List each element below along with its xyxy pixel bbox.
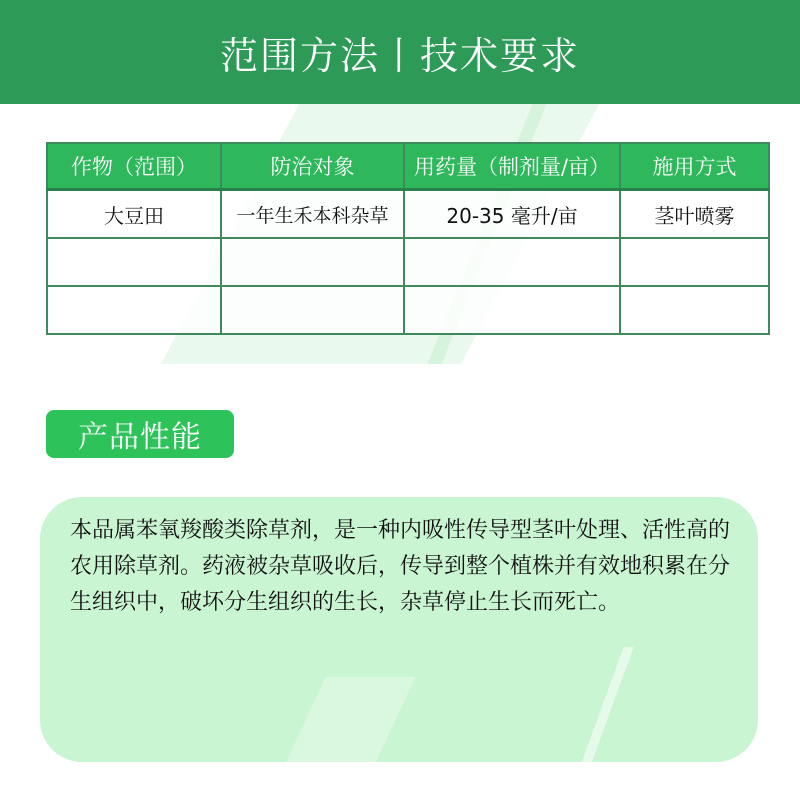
section-title: 产品性能 [78, 420, 202, 455]
header-banner [0, 0, 800, 104]
cell-crop [47, 286, 221, 334]
cell-method: 茎叶喷雾 [620, 190, 769, 239]
cell-crop: 大豆田 [47, 190, 221, 239]
column-header-target: 防治对象 [221, 143, 404, 190]
cell-dosage [404, 238, 620, 286]
cell-target [221, 286, 404, 334]
decor-stripe [274, 677, 415, 762]
table-header-row [47, 143, 769, 190]
table-row [47, 190, 769, 239]
table-row [47, 286, 769, 334]
table-row [47, 238, 769, 286]
page-title: 范围方法丨技术要求 [219, 33, 580, 78]
section-tag [46, 410, 234, 458]
description-text: 本品属苯氧羧酸类除草剂，是一种内吸性传导型茎叶处理、活性高的农用除草剂。药液被杂草吸收后，传导到整个植株并有效地积累在分生组织中，破坏分生组织的生长，杂草停止生长而死亡。 [70, 518, 731, 615]
cell-crop [47, 238, 221, 286]
decor-stripe [576, 647, 633, 762]
column-header-method: 施用方式 [620, 143, 769, 190]
cell-target: 一年生禾本科杂草 [221, 190, 404, 239]
cell-method [620, 238, 769, 286]
cell-target [221, 238, 404, 286]
description-box [40, 497, 758, 762]
spec-table [46, 142, 770, 335]
cell-dosage: 20-35 毫升/亩 [404, 190, 620, 239]
column-header-dosage: 用药量（制剂量/亩） [404, 143, 620, 190]
cell-dosage [404, 286, 620, 334]
cell-method [620, 286, 769, 334]
column-header-crop: 作物（范围） [47, 143, 221, 190]
